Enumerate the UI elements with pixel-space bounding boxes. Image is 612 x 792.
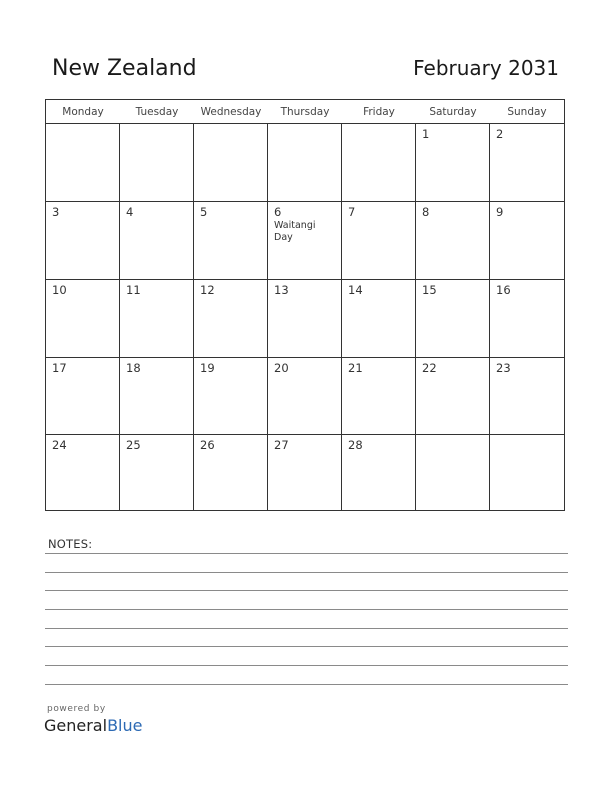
calendar-grid	[45, 99, 565, 511]
day-cell	[46, 280, 120, 358]
day-number: 8	[422, 205, 430, 219]
weekday-sunday: Sunday	[507, 106, 547, 118]
day-cell	[120, 202, 194, 280]
day-cell	[342, 124, 416, 202]
day-cell	[194, 358, 268, 435]
brand-general-text: General	[44, 716, 108, 735]
day-number: 25	[126, 438, 141, 452]
notes-line	[45, 646, 568, 647]
day-cell	[490, 124, 564, 202]
notes-label: NOTES:	[48, 537, 93, 551]
day-number: 10	[52, 283, 67, 297]
notes-line	[45, 572, 568, 573]
day-number: 14	[348, 283, 363, 297]
day-cell	[194, 280, 268, 358]
day-cell	[120, 358, 194, 435]
day-number: 21	[348, 361, 363, 375]
day-cell	[268, 280, 342, 358]
day-cell	[342, 358, 416, 435]
weekday-friday: Friday	[363, 106, 395, 118]
day-number: 4	[126, 205, 134, 219]
day-number: 6	[274, 205, 282, 219]
day-number: 26	[200, 438, 215, 452]
weekday-tuesday: Tuesday	[135, 106, 179, 118]
day-number: 11	[126, 283, 141, 297]
notes-line	[45, 665, 568, 666]
day-cell	[268, 124, 342, 202]
day-number: 19	[200, 361, 215, 375]
day-cell	[120, 435, 194, 510]
day-cell	[46, 202, 120, 280]
day-number: 18	[126, 361, 141, 375]
brand-blue-text: Blue	[107, 716, 143, 735]
day-grid	[46, 124, 564, 510]
notes-line	[45, 609, 568, 610]
day-number: 9	[496, 205, 504, 219]
day-number: 3	[52, 205, 60, 219]
day-cell	[416, 202, 490, 280]
day-number: 17	[52, 361, 67, 375]
day-number: 20	[274, 361, 289, 375]
day-cell	[416, 280, 490, 358]
day-cell	[490, 280, 564, 358]
day-cell	[46, 358, 120, 435]
day-number: 28	[348, 438, 363, 452]
day-cell	[342, 280, 416, 358]
day-number: 2	[496, 127, 504, 141]
day-cell	[268, 358, 342, 435]
day-cell	[342, 202, 416, 280]
day-number: 15	[422, 283, 437, 297]
day-cell	[194, 124, 268, 202]
day-number: 13	[274, 283, 289, 297]
day-number: 27	[274, 438, 289, 452]
day-number: 16	[496, 283, 511, 297]
day-cell	[342, 435, 416, 510]
day-number: 22	[422, 361, 437, 375]
weekday-saturday: Saturday	[429, 106, 477, 118]
weekday-header-row	[46, 100, 564, 124]
day-cell	[194, 435, 268, 510]
brand-logo	[44, 716, 142, 735]
weekday-monday: Monday	[62, 106, 104, 118]
day-cell	[490, 358, 564, 435]
day-cell	[194, 202, 268, 280]
day-cell	[416, 358, 490, 435]
day-cell	[268, 202, 342, 280]
day-number: 12	[200, 283, 215, 297]
month-title: February 2031	[413, 56, 559, 80]
day-number: 7	[348, 205, 356, 219]
day-cell	[268, 435, 342, 510]
weekday-thursday: Thursday	[280, 106, 330, 118]
day-cell	[120, 124, 194, 202]
day-cell	[46, 124, 120, 202]
notes-line	[45, 684, 568, 685]
powered-by-text: powered by	[47, 704, 106, 714]
day-cell	[416, 124, 490, 202]
day-number: 5	[200, 205, 208, 219]
notes-line	[45, 590, 568, 591]
day-cell	[120, 280, 194, 358]
day-cell	[46, 435, 120, 510]
notes-line	[45, 628, 568, 629]
notes-line	[45, 553, 568, 554]
holiday-label: Waitangi Day	[274, 220, 316, 243]
day-number: 1	[422, 127, 430, 141]
day-number: 23	[496, 361, 511, 375]
day-cell	[490, 435, 564, 510]
country-title: New Zealand	[52, 56, 197, 81]
weekday-wednesday: Wednesday	[200, 106, 262, 118]
day-number: 24	[52, 438, 67, 452]
day-cell	[416, 435, 490, 510]
day-cell	[490, 202, 564, 280]
